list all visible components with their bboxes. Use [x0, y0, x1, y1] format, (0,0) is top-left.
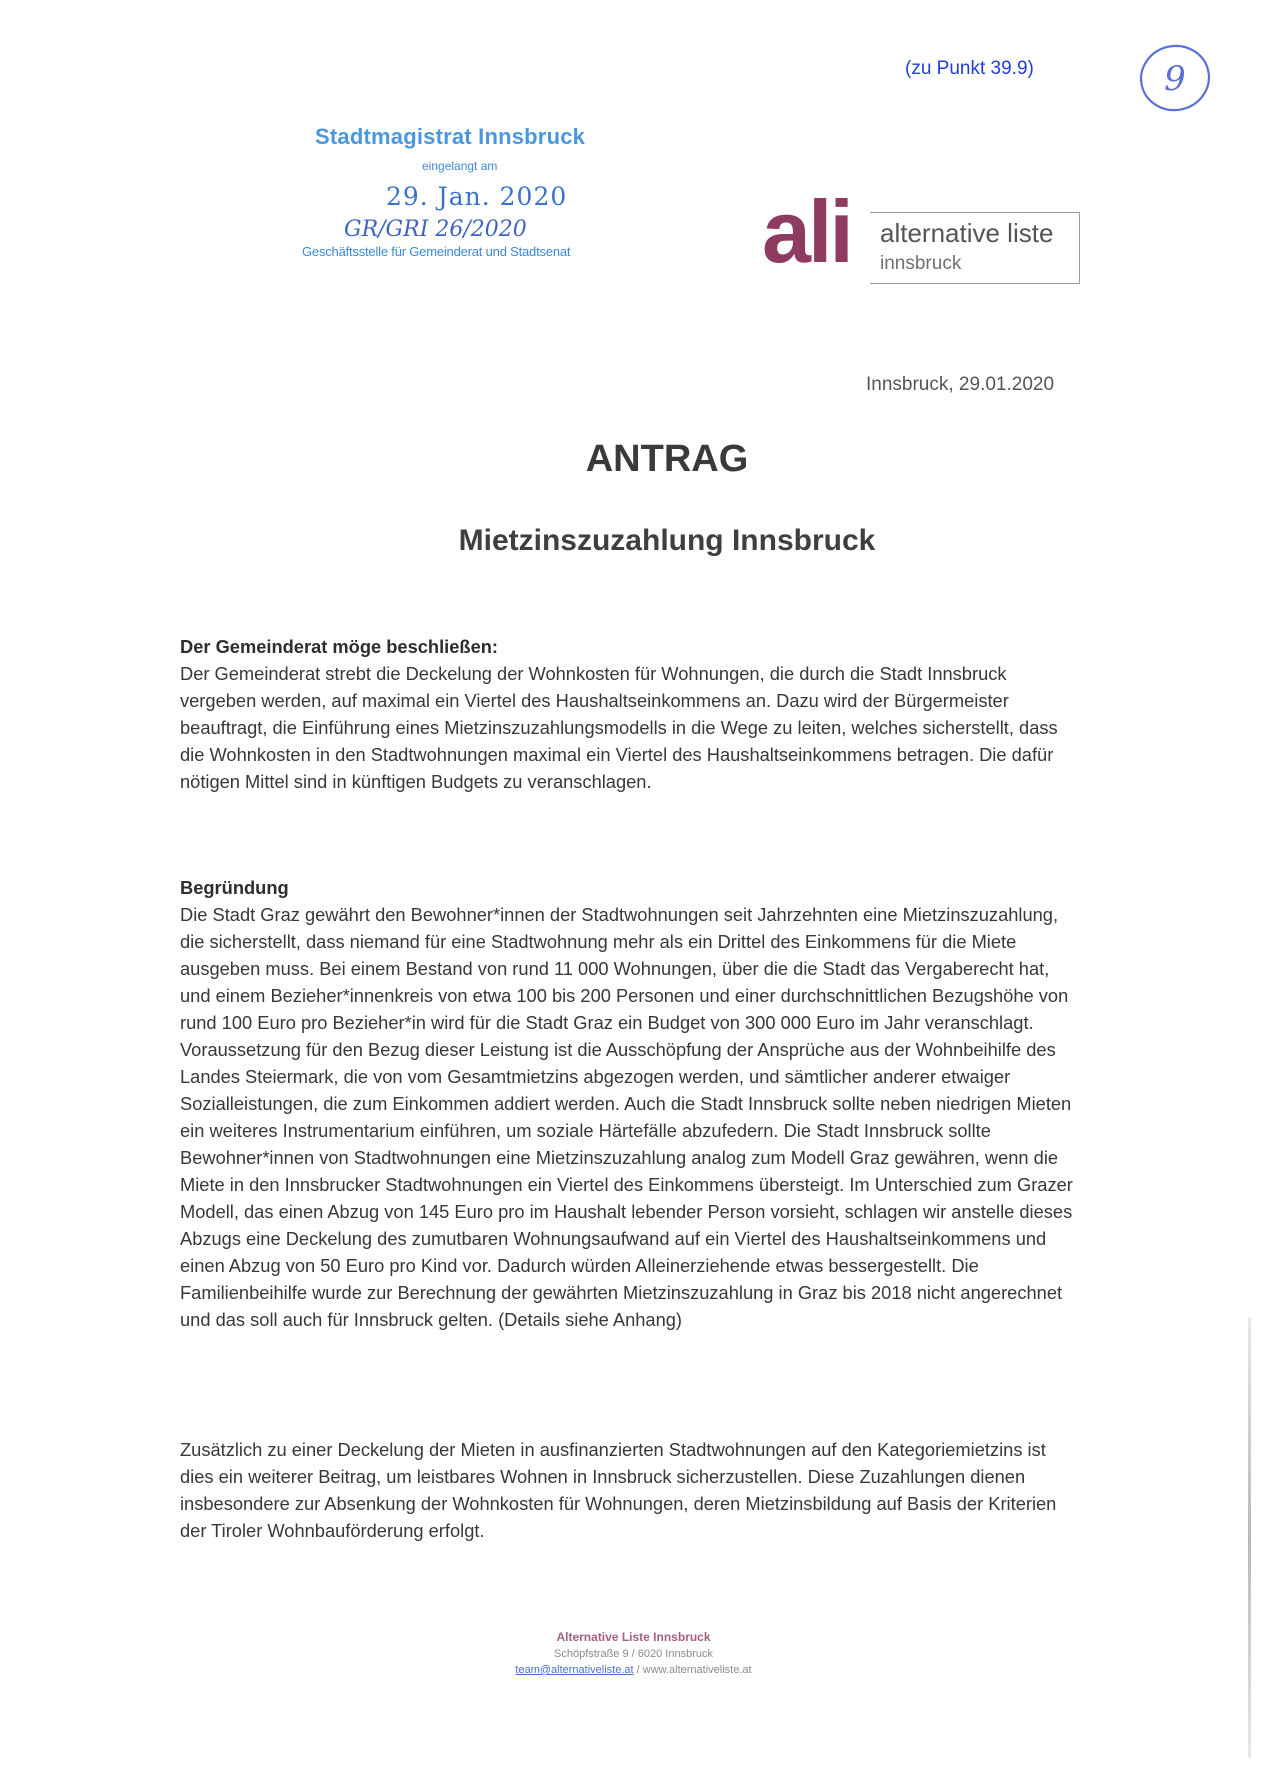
footer-website: / www.alternativeliste.at — [633, 1664, 752, 1676]
additional-section — [180, 1436, 1080, 1544]
reasoning-heading: Begründung — [180, 877, 289, 898]
place-date: Innsbruck, 29.01.2020 — [866, 374, 1055, 395]
reference-note: (zu Punkt 39.9) — [905, 58, 1034, 79]
scan-edge-shadow — [1248, 1318, 1251, 1758]
handwritten-mark-text: 9 — [1164, 59, 1186, 99]
ali-logo — [762, 182, 1092, 290]
logo-line2: innsbruck — [880, 253, 962, 274]
footer-address: Schöpfstraße 9 / 6020 Innsbruck — [554, 1648, 713, 1660]
reasoning-text: Die Stadt Graz gewährt den Bewohner*innen der Stadtwohnungen seit Jahrzehnten eine Mietzinszuzahlung, die sicherstellt, dass niemand für eine Stadtwohnung mehr als ein Drittel des Einkommens für die Miete ausgeben muss. Bei einem Bestand von rund 11 000 Wohnungen, über die die Stadt das Vergaberecht hat, und einem Bezieher*innenkreis von etwa 100 bis 200 Personen und einer durchschnittlichen Bezugshöhe von rund 100 Euro pro Bezieher*in wird für die Stadt Graz ein Budget von 300 000 Euro im Jahr veranschlagt. Voraussetzung für den Bezug dieser Leistung ist die Ausschöpfung der Ansprüche aus der Wohnbeihilfe des Landes Steiermark, die von vom Gesamtmietzins abgezogen werden, und sämtlicher anderer etwaiger Sozialleistungen, die zum Einkommen addiert werden. Auch die Stadt Innsbruck sollte neben niedrigen Mieten ein weiteres Instrumentarium einführen, um soziale Härtefälle abzufedern. Die Stadt Innsbruck sollte Bewohner*innen von Stadtwohnungen eine Mietzinszuzahlung analog zum Modell Graz gewähren, wenn die Miete in den Innsbrucker Stadtwohnungen ein Viertel des Einkommens übersteigt. Im Unterschied zum Grazer Modell, das einen Abzug von 145 Euro pro im Haushalt lebender Person vorsieht, schlagen wir anstelle dieses Abzugs eine Deckelung des zumutbaren Wohnungsaufwand auf ein Viertel des Haushaltseinkommens und einen Abzug von 50 Euro pro Kind vor. Dadurch würden Alleinerziehende etwas bessergestellt. Die Familienbeihilfe wurde zur Berechnung der gewährten Mietzinszuzahlung in Graz bis 2018 nicht angerechnet und das soll auch für Innsbruck gelten. (Details siehe Anhang) — [180, 904, 1073, 1330]
document-title: ANTRAG — [585, 438, 749, 480]
footer-email-link[interactable]: team@alternativeliste.at — [515, 1664, 634, 1676]
logo-line1: alternative liste — [880, 218, 1054, 248]
motion-heading: Der Gemeinderat möge beschließen: — [180, 636, 498, 657]
handwritten-circle-mark — [1135, 38, 1215, 118]
document-subtitle: Mietzinszuzahlung Innsbruck — [458, 524, 876, 557]
logo-mark: ali — [762, 182, 851, 281]
stamp-organization: Stadtmagistrat Innsbruck — [315, 124, 586, 149]
reasoning-section — [180, 874, 1080, 1333]
received-stamp — [290, 120, 620, 280]
stamp-received-label: eingelangt am — [422, 159, 498, 173]
footer — [0, 1630, 1267, 1676]
footer-contact — [0, 1664, 1267, 1676]
footer-organization: Alternative Liste Innsbruck — [556, 1630, 711, 1644]
stamp-office: Geschäftsstelle für Gemeinderat und Stadtsenat — [302, 244, 571, 259]
stamp-handwritten-note — [340, 214, 570, 242]
logo-text-box — [870, 212, 1080, 284]
motion-section — [180, 633, 1080, 795]
stamp-date: 29. Jan. 2020 — [386, 182, 568, 211]
svg-text:GR/GRI 26/2020: GR/GRI 26/2020 — [344, 217, 527, 242]
motion-text: Der Gemeinderat strebt die Deckelung der Wohnkosten für Wohnungen, die durch die Stadt Innsbruck vergeben werden, auf maximal ein Viertel des Haushaltseinkommens an. Dazu wird der Bürgermeister beauftragt, die Einführung eines Mietzinszuzahlungsmodells in die Wege zu leiten, welches sicherstellt, dass die Wohnkosten in den Stadtwohnungen maximal ein Viertel des Haushaltseinkommens betragen. Die dafür nötigen Mittel sind in künftigen Budgets zu veranschlagen. — [180, 663, 1058, 792]
additional-text: Zusätzlich zu einer Deckelung der Mieten in ausfinanzierten Stadtwohnungen auf den Kategoriemietzins ist dies ein weiterer Beitrag, um leistbares Wohnen in Innsbruck sicherzustellen. Diese Zuzahlungen dienen insbesondere zur Absenkung der Wohnkosten für Wohnungen, deren Mietzinsbildung auf Basis der Kriterien der Tiroler Wohnbauförderung erfolgt. — [180, 1439, 1057, 1541]
